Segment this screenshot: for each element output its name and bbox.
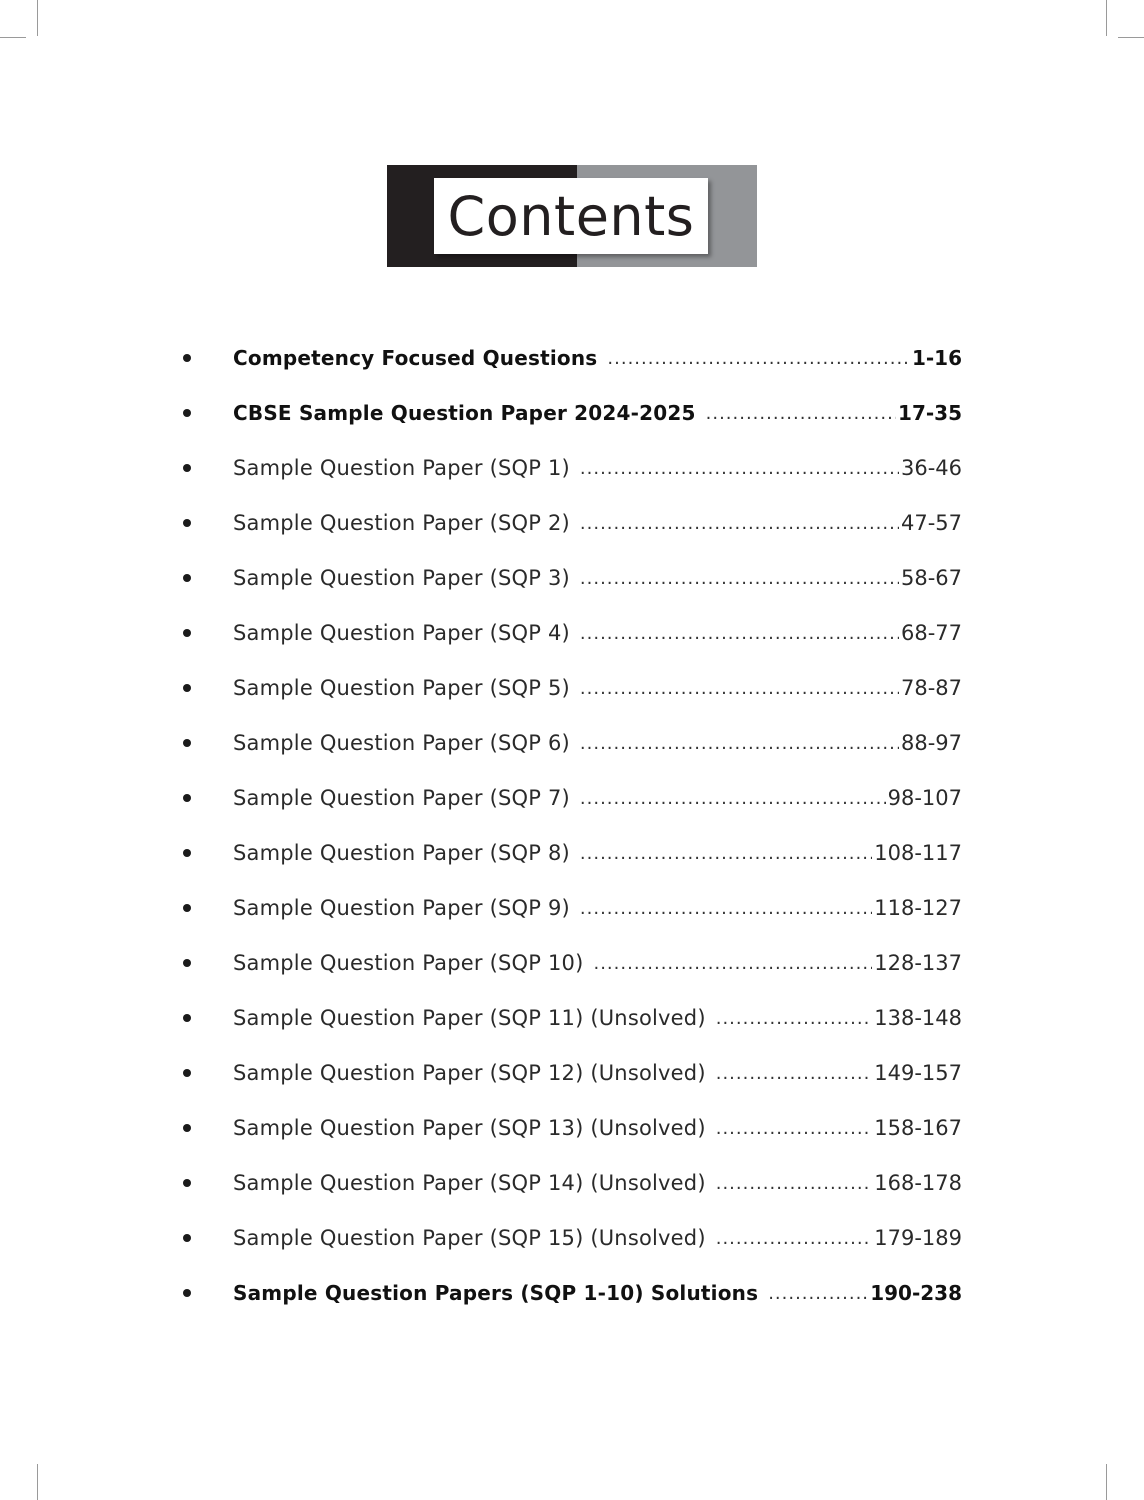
dot-leader <box>716 1228 873 1249</box>
dot-leader <box>706 403 896 424</box>
contents-banner <box>387 165 757 267</box>
bullet-icon <box>180 735 233 751</box>
toc-entry-pages: 78-87 <box>900 675 962 700</box>
toc-entry[interactable] <box>180 1045 962 1100</box>
dot-leader <box>716 1118 873 1139</box>
bullet-icon <box>180 680 233 696</box>
toc-entry-title: Sample Question Paper (SQP 14) (Unsolved) <box>233 1170 706 1195</box>
bullet-icon <box>180 1010 233 1026</box>
toc-entry-title: Sample Question Paper (SQP 3) <box>233 565 570 590</box>
toc-entry-title: Sample Question Paper (SQP 2) <box>233 510 570 535</box>
toc-entry-pages: 168-178 <box>874 1170 962 1195</box>
toc-entry-title: Sample Question Paper (SQP 4) <box>233 620 570 645</box>
toc-entry[interactable] <box>180 495 962 550</box>
toc-entry-title: Sample Question Paper (SQP 7) <box>233 785 570 810</box>
bullet-icon <box>180 1230 233 1246</box>
dot-leader <box>580 843 872 864</box>
toc-entry[interactable] <box>180 1155 962 1210</box>
bullet-icon <box>180 955 233 971</box>
dot-leader <box>580 678 899 699</box>
bullet-icon <box>180 460 233 476</box>
crop-mark <box>1106 1464 1107 1500</box>
bullet-icon <box>180 1120 233 1136</box>
bullet-icon <box>180 625 233 641</box>
toc-entry[interactable] <box>180 1100 962 1155</box>
toc-entry-pages: 190-238 <box>870 1280 962 1305</box>
toc-entry-title: Sample Question Paper (SQP 9) <box>233 895 570 920</box>
toc-entry-pages: 108-117 <box>874 840 962 865</box>
dot-leader <box>580 513 899 534</box>
toc-entry-pages: 179-189 <box>874 1225 962 1250</box>
banner-title-box <box>434 178 708 254</box>
crop-mark <box>37 1464 38 1500</box>
bullet-icon <box>180 1175 233 1191</box>
toc-entry-pages: 68-77 <box>900 620 962 645</box>
page-title: Contents <box>447 184 695 248</box>
toc-entry-title: CBSE Sample Question Paper 2024-2025 <box>233 400 696 425</box>
dot-leader <box>580 458 899 479</box>
toc-entry-pages: 98-107 <box>887 785 962 810</box>
dot-leader <box>593 953 872 974</box>
toc-entry-title: Sample Question Papers (SQP 1-10) Solutions <box>233 1280 759 1305</box>
dot-leader <box>580 568 899 589</box>
toc-entry-title: Sample Question Paper (SQP 12) (Unsolved) <box>233 1060 706 1085</box>
toc-entry[interactable] <box>180 1210 962 1265</box>
bullet-icon <box>180 350 233 366</box>
dot-leader <box>716 1008 873 1029</box>
crop-mark <box>0 37 26 38</box>
toc-entry-pages: 17-35 <box>898 400 962 425</box>
toc-entry[interactable] <box>180 1265 962 1320</box>
dot-leader <box>607 348 910 369</box>
crop-mark <box>1106 0 1107 36</box>
bullet-icon <box>180 515 233 531</box>
toc-entry-title: Sample Question Paper (SQP 5) <box>233 675 570 700</box>
toc-entry-title: Sample Question Paper (SQP 10) <box>233 950 584 975</box>
toc-entry-title: Sample Question Paper (SQP 11) (Unsolved) <box>233 1005 706 1030</box>
bullet-icon <box>180 1065 233 1081</box>
bullet-icon <box>180 790 233 806</box>
dot-leader <box>768 1283 868 1304</box>
toc-entry-pages: 128-137 <box>874 950 962 975</box>
dot-leader <box>716 1173 873 1194</box>
toc-entry-pages: 138-148 <box>874 1005 962 1030</box>
toc-entry-title: Sample Question Paper (SQP 6) <box>233 730 570 755</box>
toc-entry[interactable] <box>180 330 962 385</box>
toc-entry[interactable] <box>180 550 962 605</box>
toc-entry-pages: 88-97 <box>900 730 962 755</box>
toc-entry-pages: 47-57 <box>900 510 962 535</box>
toc-entry-pages: 36-46 <box>900 455 962 480</box>
dot-leader <box>580 623 899 644</box>
crop-mark <box>37 0 38 36</box>
dot-leader <box>580 788 886 809</box>
bullet-icon <box>180 1285 233 1301</box>
dot-leader <box>716 1063 873 1084</box>
dot-leader <box>580 733 899 754</box>
table-of-contents <box>180 330 962 1320</box>
toc-entry-title: Competency Focused Questions <box>233 345 598 370</box>
toc-entry-title: Sample Question Paper (SQP 1) <box>233 455 570 480</box>
toc-entry-pages: 149-157 <box>874 1060 962 1085</box>
toc-entry-title: Sample Question Paper (SQP 13) (Unsolved) <box>233 1115 706 1140</box>
toc-entry-pages: 1-16 <box>911 345 962 370</box>
toc-entry[interactable] <box>180 935 962 990</box>
toc-entry-pages: 118-127 <box>874 895 962 920</box>
toc-entry-title: Sample Question Paper (SQP 15) (Unsolved) <box>233 1225 706 1250</box>
dot-leader <box>580 898 872 919</box>
toc-entry[interactable] <box>180 990 962 1045</box>
bullet-icon <box>180 845 233 861</box>
toc-entry[interactable] <box>180 825 962 880</box>
toc-entry-pages: 58-67 <box>900 565 962 590</box>
bullet-icon <box>180 570 233 586</box>
toc-entry-title: Sample Question Paper (SQP 8) <box>233 840 570 865</box>
toc-entry[interactable] <box>180 880 962 935</box>
bullet-icon <box>180 900 233 916</box>
bullet-icon <box>180 405 233 421</box>
toc-entry[interactable] <box>180 605 962 660</box>
crop-mark <box>1118 37 1144 38</box>
toc-entry[interactable] <box>180 770 962 825</box>
toc-entry[interactable] <box>180 660 962 715</box>
toc-entry[interactable] <box>180 385 962 440</box>
toc-entry-pages: 158-167 <box>874 1115 962 1140</box>
toc-entry[interactable] <box>180 715 962 770</box>
toc-entry[interactable] <box>180 440 962 495</box>
